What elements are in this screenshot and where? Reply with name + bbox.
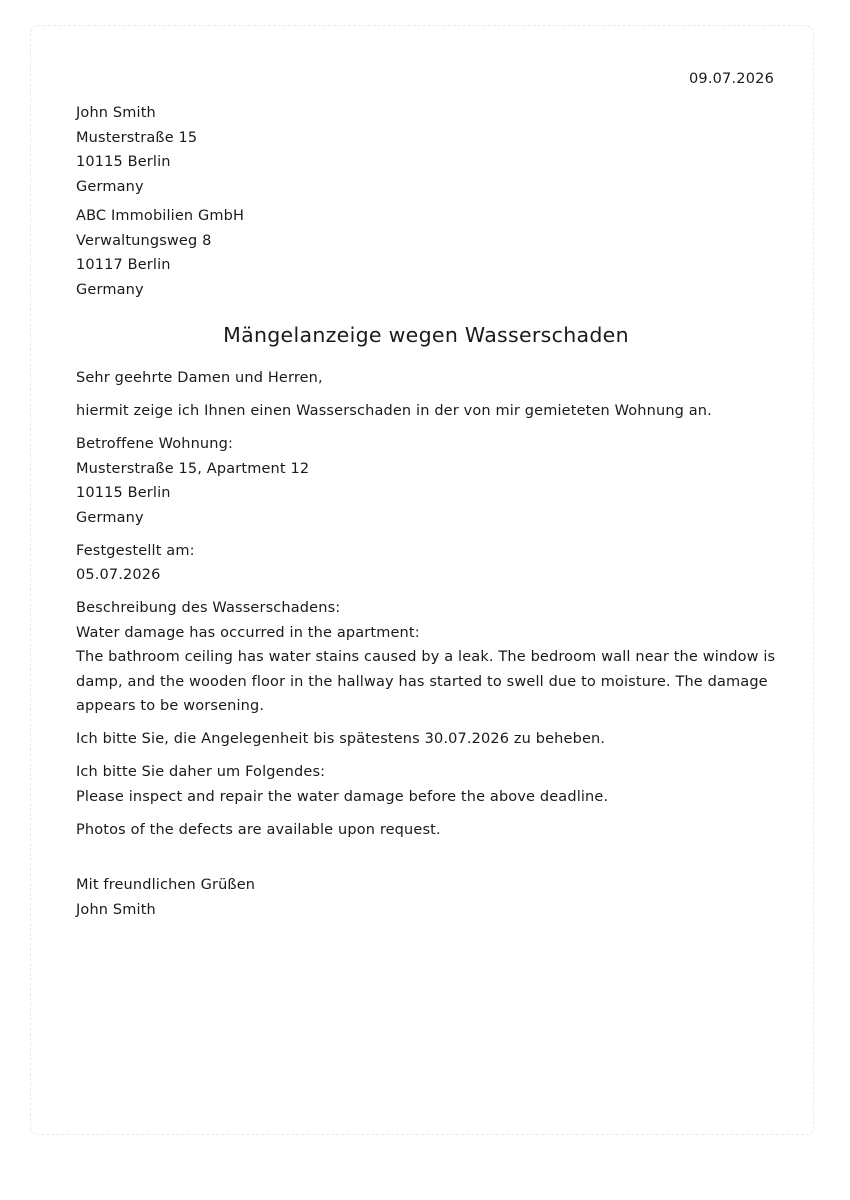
intro-text: hiermit zeige ich Ihnen einen Wasserschaden in der von mir gemieteten Wohnung an. bbox=[76, 403, 712, 419]
deadline-text: Ich bitte Sie, die Angelegenheit bis spätestens 30.07.2026 zu beheben. bbox=[76, 731, 606, 747]
description-details: The bathroom ceiling has water stains caused by a leak. The bedroom wall near the window is damp, and the wooden floor in the hallway has started to swell due to moisture. The damage appears to be worsening. bbox=[76, 649, 776, 714]
recipient-company: ABC Immobilien GmbH bbox=[76, 208, 245, 224]
intro-paragraph bbox=[76, 399, 776, 424]
sender-country: Germany bbox=[76, 178, 144, 195]
letter-subject: Mängelanzeige wegen Wasserschaden bbox=[223, 323, 629, 347]
detected-section bbox=[76, 539, 776, 588]
recipient-street: Verwaltungsweg 8 bbox=[76, 232, 212, 249]
deadline-paragraph bbox=[76, 727, 776, 752]
apartment-country: Germany bbox=[76, 509, 144, 526]
salutation-text: Sehr geehrte Damen und Herren, bbox=[76, 370, 323, 386]
description-section bbox=[76, 596, 776, 719]
recipient-country: Germany bbox=[76, 281, 144, 298]
signature-name: John Smith bbox=[76, 901, 156, 918]
sender-city: 10115 Berlin bbox=[76, 154, 171, 170]
sender-address bbox=[76, 101, 776, 199]
photos-paragraph bbox=[76, 818, 776, 843]
closing-text: Mit freundlichen Grüßen bbox=[76, 877, 256, 893]
apartment-label: Betroffene Wohnung: bbox=[76, 436, 233, 452]
recipient-city: 10117 Berlin bbox=[76, 257, 171, 273]
request-label: Ich bitte Sie daher um Folgendes: bbox=[76, 764, 326, 780]
apartment-section bbox=[76, 432, 776, 530]
description-summary: Water damage has occurred in the apartment: bbox=[76, 624, 420, 641]
request-section bbox=[76, 760, 776, 809]
description-label: Beschreibung des Wasserschadens: bbox=[76, 600, 341, 616]
request-text: Please inspect and repair the water damage before the above deadline. bbox=[76, 788, 609, 805]
photos-note: Photos of the defects are available upon request. bbox=[76, 821, 441, 838]
detected-label: Festgestellt am: bbox=[76, 542, 195, 559]
letter-date: 09.07.2026 bbox=[688, 71, 774, 87]
apartment-city: 10115 Berlin bbox=[76, 485, 171, 501]
detected-date: 05.07.2026 bbox=[76, 567, 161, 583]
closing-section bbox=[76, 873, 776, 922]
apartment-street: Musterstraße 15, Apartment 12 bbox=[76, 460, 310, 477]
sender-street: Musterstraße 15 bbox=[76, 129, 198, 146]
salutation bbox=[76, 366, 776, 391]
sender-name: John Smith bbox=[76, 105, 156, 121]
letter-body bbox=[76, 101, 776, 931]
recipient-address bbox=[76, 204, 776, 302]
